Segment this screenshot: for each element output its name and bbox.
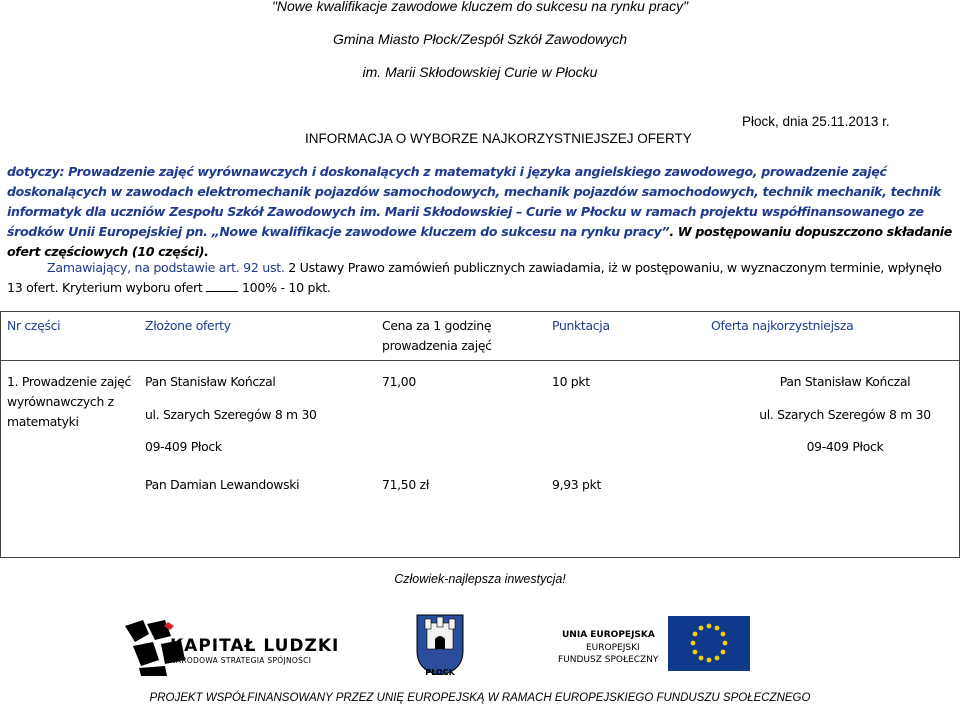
award-text-c: 100% - 10 pkt. [238, 280, 331, 295]
header-price: Cena za 1 godzinę [382, 318, 492, 333]
best-offer-city: 09-409 Płock [806, 439, 884, 454]
header-best: Oferta najkorzystniejsza [711, 318, 854, 333]
kl-subtitle: NARODOWA STRATEGIA SPÓJNOŚCI [170, 656, 312, 665]
intro-note: . W postępowaniu dopuszczono składanie ofert częściowych (10 części). [7, 224, 952, 259]
header-price-2: prowadzenia zajęć [382, 338, 492, 353]
offer1-city: 09-409 Płock [145, 439, 222, 454]
document-title: INFORMACJA O WYBORZE NAJKORZYSTNIEJSZEJ OFERTY [305, 131, 692, 146]
intro-subject: dotyczy: Prowadzenie zajęć wyrównawczych i doskonalących z matematyki i języka angielskiego zawodowego, prowadzenie zajęć doskonalących w zawodach elektromechanik pojazdów samochodowych, mechanik pojazdów samochodowych, technik mechanik, technik informatyk dla uczniów Zespołu Szkół Zawodowych im. Marii Skłodowskiej – Curie w Płocku w ramach projektu współfinansowanego ze środków Unii Europejskiej pn. „Nowe kwalifikacje zawodowe kluczem do sukcesu na rynku pracy” [7, 164, 941, 239]
header-points: Punktacja [552, 318, 610, 333]
offer1-points: 10 pkt [552, 374, 590, 389]
best-offer-name: Pan Stanisław Kończal [779, 374, 911, 389]
header-offers: Złożone oferty [145, 318, 231, 333]
table-header-divider [0, 360, 960, 361]
part-label-3: matematyki [7, 414, 79, 429]
plock-crest [415, 613, 465, 675]
part-label-1: 1. Prowadzenie zajęć [7, 374, 131, 389]
eu-flag [668, 616, 750, 671]
eu-label-1: UNIA EUROPEJSKA [562, 630, 655, 640]
offer1-price: 71,00 [382, 374, 416, 389]
part-label-2: wyrównawczych z [7, 394, 114, 409]
offer1-street: ul. Szarych Szeregów 8 m 30 [145, 407, 317, 422]
crest-city-label: PŁOCK [425, 668, 455, 677]
intro-paragraph [7, 162, 952, 262]
eu-stars-icon [668, 616, 750, 671]
eu-label-2: EUROPEJSKI [586, 643, 640, 653]
offer2-points: 9,93 pkt [552, 477, 602, 492]
kl-title: KAPITAŁ LUDZKI [170, 636, 340, 656]
header-part: Nr części [7, 318, 61, 333]
award-text-a: Zamawiający, na podstawie art. 92 ust. [47, 260, 285, 275]
organization-line: Gmina Miasto Płock/Zespół Szkół Zawodowych [332, 31, 628, 47]
city-crest-icon [415, 613, 465, 675]
slogan: Człowiek-najlepsza inwestycja! [394, 572, 566, 586]
offer1-name: Pan Stanisław Kończal [145, 374, 276, 389]
eu-label-3: FUNDUSZ SPOŁECZNY [558, 655, 659, 665]
award-text-b: 2 Ustawy Prawo zamówień publicznych zawiadamia, iż w postępowaniu, w wyznaczonym terminie, wpłynęło 13 ofert. Kryterium wyboru ofert [7, 260, 942, 295]
project-title: "Nowe kwalifikacje zawodowe kluczem do sukcesu na rynku pracy" [271, 0, 689, 14]
criterion-dash [206, 282, 238, 292]
school-line: im. Marii Skłodowskiej Curie w Płocku [362, 64, 598, 80]
cofinancing-note: PROJEKT WSPÓŁFINANSOWANY PRZEZ UNIĘ EUROPEJSKĄ W RAMACH EUROPEJSKIEGO FUNDUSZU SPOŁECZNEGO [149, 692, 811, 704]
offer2-price: 71,50 zł [382, 477, 430, 492]
document-date: Płock, dnia 25.11.2013 r. [742, 114, 890, 129]
best-offer-street: ul. Szarych Szeregów 8 m 30 [759, 407, 931, 422]
offer2-name: Pan Damian Lewandowski [145, 477, 300, 492]
award-paragraph [7, 258, 952, 298]
